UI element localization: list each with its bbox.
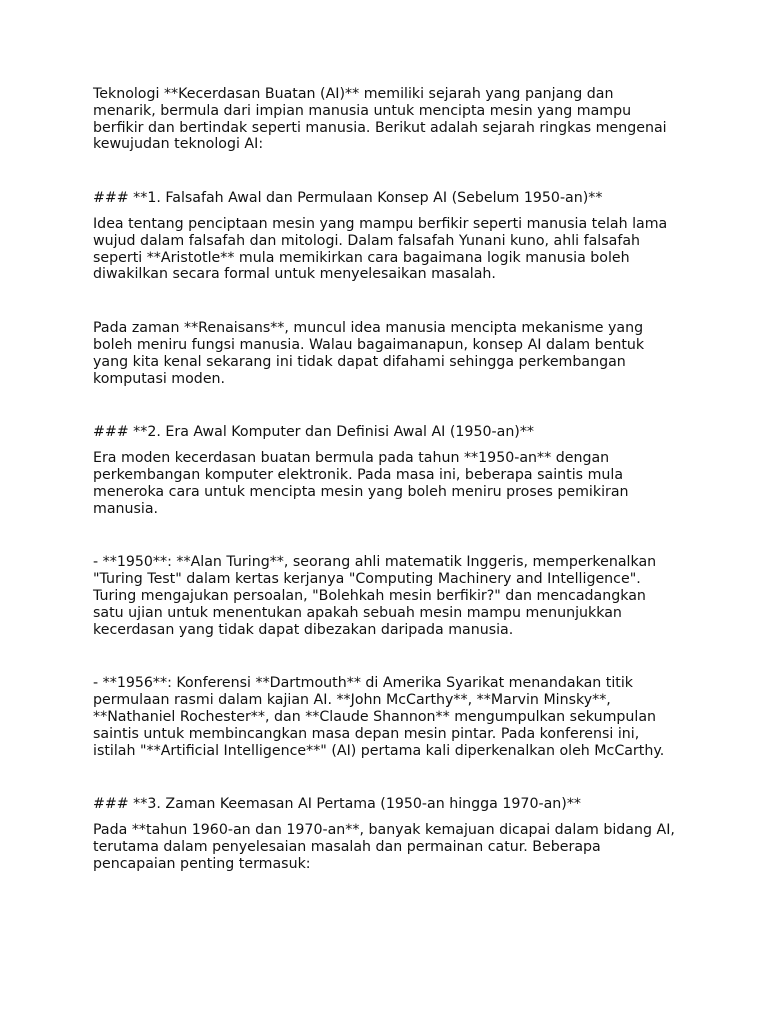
intro-paragraph: Teknologi **Kecerdasan Buatan (AI)** memiliki sejarah yang panjang dan menarik, bermula dari impian manusia untuk mencipta mesin yang mampu berfikir dan bertindak seperti manusia. Berikut adalah sejarah ringkas mengenai kewujudan teknologi AI: [93, 86, 667, 153]
section-1-paragraph-1: Idea tentang penciptaan mesin yang mampu berfikir seperti manusia telah lama wujud dalam falsafah dan mitologi. Dalam falsafah Yunani kuno, ahli falsafah seperti **Aristotle** mula memikirkan cara bagaimana logik manusia boleh diwakilkan secara formal untuk menyelesaikan masalah. [93, 215, 668, 283]
section-2-bullet-1950: - **1950**: **Alan Turing**, seorang ahli matematik Inggeris, memperkenalkan "Turing Test" dalam kertas kerjanya "Computing Machinery and Intelligence". Turing mengajukan persoalan, "Bolehkah mesin berfikir?" dan mencadangkan satu ujian untuk menentukan apakah sebuah mesin mampu menunjukkan kecerdasan yang tidak dapat dibezakan daripada manusia. [93, 554, 657, 638]
section-2-heading: ### **2. Era Awal Komputer dan Definisi Awal AI (1950-an)** [93, 424, 535, 441]
section-3-heading: ### **3. Zaman Keemasan AI Pertama (1950-an hingga 1970-an)** [93, 796, 582, 813]
section-2-bullet-1956: - **1956**: Konferensi **Dartmouth** di Amerika Syarikat menandakan titik permulaan rasmi dalam kajian AI. **John McCarthy**, **Marvin Minsky**, **Nathaniel Rochester**, dan **Claude Shannon** mengumpulkan sekumpulan saintis untuk membincangkan masa depan mesin pintar. Pada konferensi ini, istilah "**Artificial Intelligence**" (AI) pertama kali diperkenalkan oleh McCarthy. [93, 675, 665, 759]
section-3-paragraph-1: Pada **tahun 1960-an dan 1970-an**, banyak kemajuan dicapai dalam bidang AI, terutama dalam penyelesaian masalah dan permainan catur. Beberapa pencapaian penting termasuk: [93, 822, 675, 872]
section-1-heading: ### **1. Falsafah Awal dan Permulaan Konsep AI (Sebelum 1950-an)** [93, 190, 603, 207]
section-1-paragraph-2: Pada zaman **Renaisans**, muncul idea manusia mencipta mekanisme yang boleh meniru fungsi manusia. Walau bagaimanapun, konsep AI dalam bentuk yang kita kenal sekarang ini tidak dapat difahami sehingga perkembangan komputasi moden. [93, 320, 645, 387]
document-page [93, 86, 693, 873]
section-2-paragraph-1: Era moden kecerdasan buatan bermula pada tahun **1950-an** dengan perkembangan komputer elektronik. Pada masa ini, beberapa saintis mula meneroka cara untuk mencipta mesin yang boleh meniru proses pemikiran manusia. [93, 450, 629, 517]
